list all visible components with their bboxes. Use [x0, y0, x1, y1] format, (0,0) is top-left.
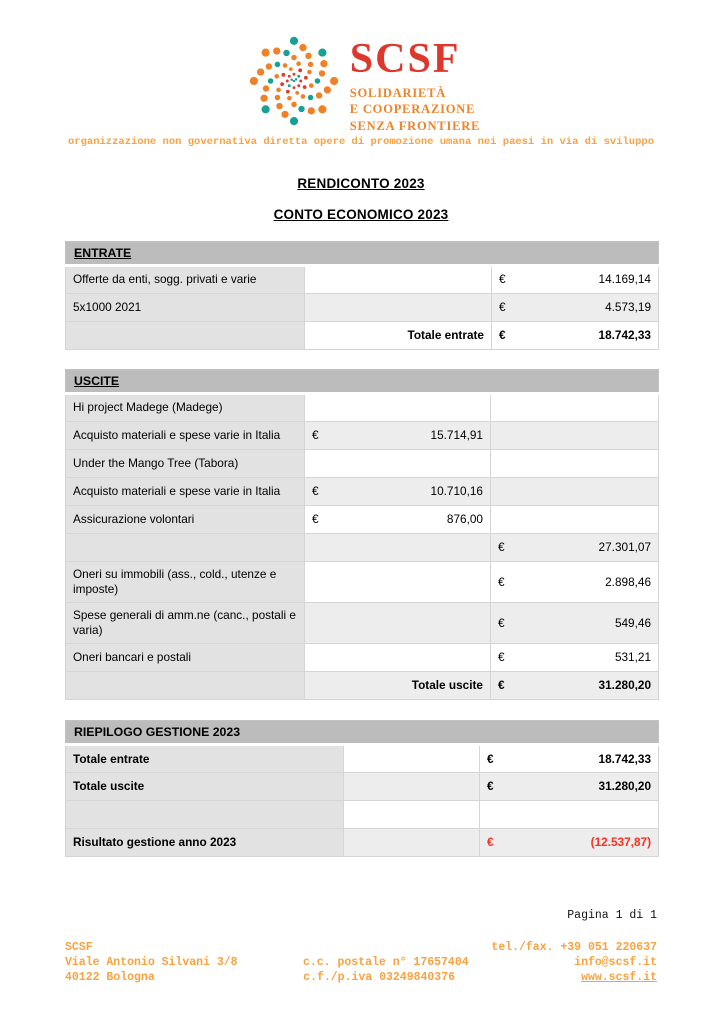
currency-symbol: € — [487, 779, 494, 794]
brand-subtitle-line: SOLIDARIETÀ — [349, 86, 447, 100]
row-label-cell — [305, 266, 492, 294]
row-description: Acquisto materiali e spese varie in Italia — [66, 422, 305, 450]
brand-acronym: SCSF — [349, 36, 461, 82]
amount-cell — [492, 322, 659, 350]
row-description: Assicurazione volontari — [66, 506, 305, 534]
brand-subtitle — [350, 85, 480, 134]
amount-cell — [492, 266, 659, 294]
amount-value: 531,21 — [614, 650, 652, 665]
footer-city: 40122 Bologna — [65, 971, 155, 985]
table-row — [66, 294, 659, 322]
footer-street: Viale Antonio Silvani 3/8 — [65, 956, 238, 970]
amount-cell — [492, 294, 659, 322]
report-title: RENDICONTO 2023 — [297, 176, 425, 191]
amount-value: 876,00 — [446, 511, 483, 526]
currency-symbol: € — [312, 483, 319, 498]
table-row — [66, 603, 659, 644]
table-row — [66, 266, 659, 294]
amount-value: 2.898,46 — [605, 574, 652, 589]
row-label-cell — [305, 322, 492, 350]
currency-symbol: € — [312, 511, 319, 526]
statement-title: CONTO ECONOMICO 2023 — [273, 207, 449, 222]
row-label-cell — [305, 294, 492, 322]
amount-cell — [491, 478, 659, 506]
table-row — [66, 478, 659, 506]
detail-amount-cell — [305, 603, 491, 644]
amount-value: 4.573,19 — [605, 299, 651, 314]
detail-amount-cell — [305, 478, 491, 506]
row-description — [66, 534, 305, 562]
row-description: 5x1000 2021 — [66, 294, 305, 322]
summary-row — [66, 801, 659, 829]
amount-cell — [491, 644, 659, 672]
logo-block — [0, 32, 722, 133]
currency-symbol: € — [487, 835, 494, 850]
row-description: Risultato gestione anno 2023 — [66, 829, 344, 857]
negative-amount-value: (12.537,87) — [590, 835, 652, 850]
currency-symbol: € — [487, 751, 494, 766]
amount-cell — [491, 603, 659, 644]
section-header-row — [66, 721, 659, 745]
spacer-cell — [344, 801, 480, 829]
row-description: Oneri bancari e postali — [66, 644, 305, 672]
amount-cell — [491, 562, 659, 603]
brand-subtitle-line: E COOPERAZIONE — [349, 102, 476, 117]
row-description: Acquisto materiali e spese varie in Italia — [66, 478, 305, 506]
currency-symbol: € — [498, 678, 505, 693]
currency-symbol: € — [312, 427, 319, 442]
table-row — [66, 422, 659, 450]
amount-value: 27.301,07 — [598, 539, 652, 554]
amount-value: 14.169,14 — [598, 272, 651, 287]
table-row — [66, 534, 659, 562]
footer-contact-block — [65, 940, 657, 985]
total-row — [66, 672, 659, 700]
currency-symbol: € — [498, 574, 505, 589]
row-description: Hi project Madege (Madege) — [66, 394, 305, 422]
uscite-table — [65, 369, 659, 700]
amount-cell — [480, 829, 659, 857]
amount-cell — [480, 773, 659, 801]
spacer-cell — [344, 773, 480, 801]
detail-amount-cell — [305, 450, 491, 478]
page-indicator: Pagina 1 di 1 — [567, 909, 657, 923]
amount-cell — [491, 450, 659, 478]
row-description: Spese generali di amm.ne (canc., postali e varia) — [66, 603, 305, 644]
currency-symbol: € — [498, 539, 505, 554]
currency-symbol: € — [499, 272, 506, 287]
brand-subtitle-line: SENZA FRONTIERE — [349, 118, 481, 133]
footer-phone: tel./fax. +39 051 220637 — [491, 941, 657, 955]
detail-amount-cell — [305, 672, 491, 700]
summary-row — [66, 745, 659, 773]
website-link[interactable]: www.scsf.it — [581, 971, 657, 985]
table-row — [66, 506, 659, 534]
spacer-cell — [344, 745, 480, 773]
amount-value: 18.742,33 — [598, 327, 651, 342]
amount-value: 18.742,33 — [598, 751, 652, 766]
amount-cell — [491, 672, 659, 700]
row-description: Totale uscite — [66, 773, 344, 801]
riepilogo-table — [65, 720, 659, 857]
footer-email: info@scsf.it — [574, 956, 657, 970]
amount-value: 31.280,20 — [598, 678, 652, 693]
detail-amount-cell — [305, 394, 491, 422]
table-row — [66, 450, 659, 478]
amount-cell — [480, 745, 659, 773]
table-row — [66, 562, 659, 603]
pinwheel-logo-icon — [242, 32, 346, 128]
total-label: Totale uscite — [411, 678, 483, 693]
brand-wordmark — [350, 32, 480, 134]
amount-cell — [491, 422, 659, 450]
row-description: Under the Mango Tree (Tabora) — [66, 450, 305, 478]
result-row — [66, 829, 659, 857]
currency-symbol: € — [499, 299, 506, 314]
row-description: Offerte da enti, sogg. privati e varie — [66, 266, 305, 294]
amount-value: 10.710,16 — [430, 483, 483, 498]
uscite-section-header: USCITE — [66, 370, 659, 394]
row-description: Oneri su immobili (ass., cold., utenze e imposte) — [66, 562, 305, 603]
footer-org-name: SCSF — [65, 941, 93, 955]
currency-symbol: € — [498, 615, 505, 630]
footer-blank — [303, 940, 455, 955]
spacer-cell — [344, 829, 480, 857]
riepilogo-section-header: RIEPILOGO GESTIONE 2023 — [66, 721, 659, 745]
currency-symbol: € — [499, 327, 506, 342]
amount-value: 31.280,20 — [598, 779, 652, 794]
detail-amount-cell — [305, 534, 491, 562]
detail-amount-cell — [305, 422, 491, 450]
amount-cell — [491, 394, 659, 422]
org-tagline: organizzazione non governativa diretta opere di promozione umana nei paesi in via di sviluppo — [68, 136, 654, 148]
table-row — [66, 394, 659, 422]
detail-amount-cell — [305, 644, 491, 672]
detail-amount-cell — [305, 506, 491, 534]
currency-symbol: € — [498, 650, 505, 665]
amount-value: 549,46 — [614, 615, 652, 630]
table-row — [66, 644, 659, 672]
row-description — [66, 801, 344, 829]
section-header-row — [66, 370, 659, 394]
section-header-row — [66, 242, 659, 266]
detail-amount-cell — [305, 562, 491, 603]
amount-cell — [480, 801, 659, 829]
amount-cell — [491, 534, 659, 562]
entrate-section-header: ENTRATE — [66, 242, 659, 266]
amount-value: 15.714,91 — [430, 427, 483, 442]
footer-vat: c.f./p.iva 03249840376 — [303, 971, 455, 985]
row-description: Totale entrate — [66, 745, 344, 773]
footer-postal-account: c.c. postale n° 17657404 — [303, 956, 469, 970]
total-label: Totale entrate — [407, 327, 484, 342]
row-description — [66, 672, 305, 700]
row-description — [66, 322, 305, 350]
amount-cell — [491, 506, 659, 534]
entrate-table — [65, 241, 659, 350]
summary-row — [66, 773, 659, 801]
total-row — [66, 322, 659, 350]
